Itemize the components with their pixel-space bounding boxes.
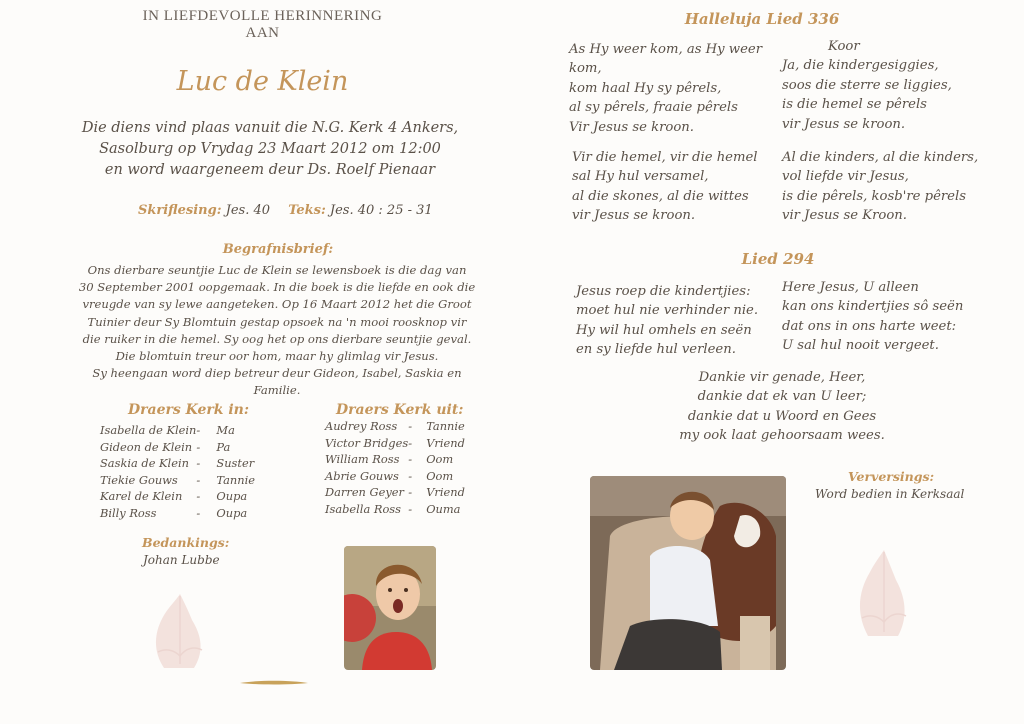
hymn-line: is die hemel se pêrels xyxy=(782,97,927,113)
scripture-label: Skriflesing: xyxy=(138,203,222,218)
hymn-line: dat ons in ons harte weet: xyxy=(782,318,957,334)
obituary-line: Sy heengaan word diep betreur deur Gideon, Isabel, Saskia en Familie. xyxy=(92,366,462,398)
boy-portrait-image xyxy=(344,546,436,670)
service-line: Sasolburg op Vrydag 23 Maart 2012 om 12:00 xyxy=(99,141,441,157)
hymn-line: Vir die hemel, vir die hemel xyxy=(572,150,758,165)
hymn1-col2-verse1 xyxy=(782,37,982,134)
hymn-line: kom, xyxy=(569,61,602,77)
service-line: en word waargeneem deur Ds. Roelf Pienaar xyxy=(104,162,436,178)
table-row xyxy=(325,451,465,468)
bearer-relation: Oupa xyxy=(216,489,248,504)
text-value: Jes. 40 : 25 - 31 xyxy=(329,203,433,218)
bearers-out-title: Draers Kerk uit: xyxy=(336,402,464,418)
obituary-line: die ruiker in die hemel. Sy oog het op ons dierbare seuntjie geval. xyxy=(82,331,472,346)
bearer-dash: - xyxy=(408,435,413,450)
hymn-line: kan ons kindertjies sô seën xyxy=(782,299,964,315)
table-row xyxy=(325,501,465,518)
bearer-name: Saskia de Klein xyxy=(100,456,189,471)
hymn-line: Jesus roep die kindertjies: xyxy=(576,284,751,299)
gold-divider xyxy=(238,678,310,688)
bearer-name: Abrie Gouws xyxy=(325,468,399,483)
scripture-value: Jes. 40 xyxy=(225,203,271,218)
table-row xyxy=(100,439,255,456)
praying-hands-icon xyxy=(852,548,914,638)
bearer-name: Audrey Ross xyxy=(325,419,398,433)
hymn-line: sal Hy hul versamel, xyxy=(572,169,709,185)
table-row xyxy=(100,488,255,505)
hymn-line: vol liefde vir Jesus, xyxy=(782,169,909,185)
bearer-name: Billy Ross xyxy=(100,505,157,520)
boy-with-dog-image xyxy=(590,476,786,670)
hymn-line: is die pêrels, kosb're pêrels xyxy=(782,188,966,204)
photo-boy-portrait xyxy=(344,546,436,670)
obituary-line: vreugde van sy lewe aangeteken. Op 16 Maart 2012 het die Groot xyxy=(82,297,472,312)
table-row xyxy=(100,472,255,489)
refreshments-text: Word bedien in Kerksaal xyxy=(815,487,965,501)
praying-hands-icon xyxy=(146,590,212,670)
bearers-out-list xyxy=(325,418,465,518)
service-line: Die diens vind plaas vanuit die N.G. Kerk 4 Ankers, xyxy=(81,120,459,136)
hymn-line: al die skones, al die wittes xyxy=(572,188,749,204)
scripture-row xyxy=(138,203,433,218)
bearer-name: Victor Bridges xyxy=(325,435,409,450)
photo-boy-with-dog xyxy=(590,476,786,670)
hymn-line: Vir Jesus se kroon. xyxy=(569,119,694,135)
bearer-name: Isabella de Klein xyxy=(100,423,197,437)
hymn2-title: Lied 294 xyxy=(741,250,815,268)
bearer-relation: Oupa xyxy=(216,505,248,520)
bearer-dash: - xyxy=(196,456,201,471)
bearer-dash: - xyxy=(408,468,413,483)
hymn-line: vir Jesus se kroon. xyxy=(782,116,906,132)
prayer-line: dankie dat ek van U leer; xyxy=(697,389,867,405)
bearer-relation: Tannie xyxy=(216,472,255,487)
hymn-line: kom haal Hy sy pêrels, xyxy=(569,80,722,96)
obituary-text xyxy=(72,262,482,400)
bearer-dash: - xyxy=(196,489,201,504)
bearer-name: Gideon de Klein xyxy=(100,439,193,454)
hymn1-title: Halleluja Lied 336 xyxy=(684,10,840,28)
hymn1-col1-verse2 xyxy=(572,148,772,226)
bearer-dash: - xyxy=(196,423,201,437)
bearer-relation: Ouma xyxy=(426,501,461,516)
obituary-title: Begrafnisbrief: xyxy=(222,242,334,257)
right-page xyxy=(512,0,1024,724)
bearers-in-list xyxy=(100,422,255,522)
bearer-dash: - xyxy=(196,439,201,454)
prayer-line: Dankie vir genade, Heer, xyxy=(698,370,866,385)
bearer-relation: Oom xyxy=(426,468,454,483)
hymn-line: en sy liefde hul verleen. xyxy=(576,342,736,358)
table-row xyxy=(325,435,465,452)
hymn-chorus-label: Koor xyxy=(828,39,860,54)
memorial-line-2: AAN xyxy=(245,25,280,41)
hymn-line: soos die sterre se liggies, xyxy=(782,77,952,93)
hymn2-col1 xyxy=(576,282,776,360)
hymn-line: Al die kinders, al die kinders, xyxy=(782,150,979,165)
hymn-line: al sy pêrels, fraaie pêrels xyxy=(569,100,738,116)
bearer-name: Karel de Klein xyxy=(100,489,183,504)
bearer-relation: Vriend xyxy=(426,485,465,500)
bearer-name: Isabella Ross xyxy=(325,501,401,516)
bearer-dash: - xyxy=(408,419,413,433)
bearer-dash: - xyxy=(196,505,201,520)
hymn-line: U sal hul nooit vergeet. xyxy=(782,338,939,354)
hymn-line: vir Jesus se kroon. xyxy=(572,208,696,224)
text-label: Teks: xyxy=(288,203,326,218)
hymn2-col2 xyxy=(782,278,982,356)
thanks-name: Johan Lubbe xyxy=(143,553,220,567)
memorial-heading xyxy=(0,8,525,42)
hymn-line: Here Jesus, U alleen xyxy=(782,280,919,295)
bearer-dash: - xyxy=(196,472,201,487)
bearer-relation: Suster xyxy=(216,456,255,471)
memorial-line-1: IN LIEFDEVOLLE HERINNERING xyxy=(142,8,383,24)
bearer-relation: Pa xyxy=(216,439,231,454)
table-row xyxy=(100,455,255,472)
obituary-line: Tuinier deur Sy Blomtuin gestap opsoek na 'n mooi roosknop vir xyxy=(87,314,467,329)
table-row xyxy=(325,418,465,435)
bearer-dash: - xyxy=(408,485,413,500)
bearer-name: Darren Geyer xyxy=(325,485,404,500)
deceased-name: Luc de Klein xyxy=(176,66,349,97)
bearer-relation: Ma xyxy=(216,423,235,437)
hymn1-col2-verse2 xyxy=(782,148,992,226)
hymn1-col1-verse1 xyxy=(569,40,769,137)
service-details xyxy=(0,118,540,181)
obituary-line: Ons dierbare seuntjie Luc de Klein se lewensboek is die dag van xyxy=(87,263,467,277)
bearer-relation: Tannie xyxy=(426,419,465,433)
hymn-line: moet hul nie verhinder nie. xyxy=(576,303,759,319)
refreshments-title: Verversings: xyxy=(848,469,935,484)
hymn-line: Ja, die kindergesiggies, xyxy=(782,58,939,74)
bearers-in-title: Draers Kerk in: xyxy=(128,402,250,418)
obituary-line: 30 September 2001 oopgemaak. In die boek is die liefde en ook die xyxy=(78,280,476,295)
prayer-line: my ook laat gehoorsaam wees. xyxy=(679,428,885,444)
bearer-name: Tiekie Gouws xyxy=(100,472,178,487)
bearer-relation: Vriend xyxy=(426,435,465,450)
bearer-relation: Oom xyxy=(426,452,454,467)
bearer-name: William Ross xyxy=(325,452,400,467)
prayer-line: dankie dat u Woord en Gees xyxy=(687,408,877,424)
table-row xyxy=(100,422,255,439)
hymn-line: As Hy weer kom, as Hy weer xyxy=(569,42,763,57)
table-row xyxy=(325,484,465,501)
table-row xyxy=(325,468,465,485)
bearer-dash: - xyxy=(408,452,413,467)
table-row xyxy=(100,505,255,522)
bearer-dash: - xyxy=(408,501,413,516)
obituary-line: Die blomtuin treur oor hom, maar hy glimlag vir Jesus. xyxy=(115,349,439,364)
hymn-line: vir Jesus se Kroon. xyxy=(782,208,907,224)
thanks-title: Bedankings: xyxy=(142,535,230,550)
hymn-line: Hy wil hul omhels en seën xyxy=(576,322,752,338)
prayer xyxy=(632,368,932,446)
